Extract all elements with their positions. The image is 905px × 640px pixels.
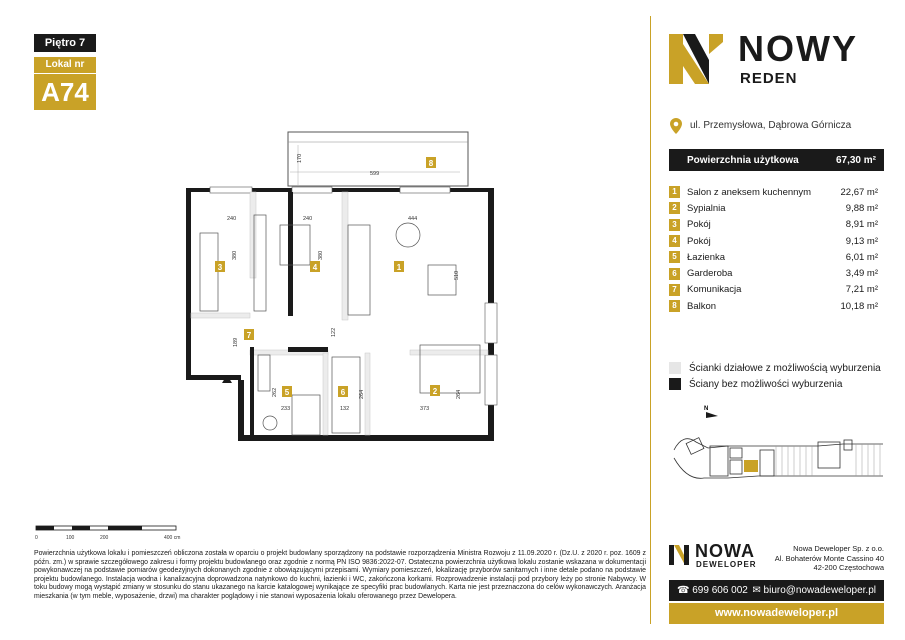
room-row: [669, 200, 884, 216]
site-plan-unit-highlight: [744, 460, 758, 472]
email-icon: ✉: [752, 585, 761, 596]
room-area: 22,67 m²: [840, 186, 878, 198]
scale-bar: [34, 520, 184, 542]
legend-demolishable: [669, 362, 881, 374]
room-area: 10,18 m²: [840, 300, 878, 312]
room-name: Salon z aneksem kuchennym: [687, 186, 812, 198]
room-area: 9,88 m²: [845, 202, 878, 214]
dim-label: 262: [272, 387, 278, 397]
room-tag: 5: [284, 388, 290, 397]
room-area: 7,21 m²: [845, 284, 878, 296]
room-row: [669, 184, 884, 200]
room-tag: 3: [217, 263, 223, 272]
dim-label: 132: [340, 406, 350, 412]
scale-tick: 0: [35, 535, 38, 541]
nowa-sub: DEWELOPER: [696, 560, 757, 569]
nowy-reden-logo-icon: [669, 34, 723, 84]
disclaimer-text: Powierzchnia użytkowa lokalu i pomieszczeń obliczona została w oparciu o projekt budowlany sporządzony na podstawie rozporządzenia Ministra Rozwoju z 11.09.2020 r. (Dz.U. z 2020 r. poz. 1609 z późn. zm.) w sprawie szczegółowego zakresu i formy projektu budowlanego oraz zgodnie z normą PN ISO 9836:2022-07. Ostateczna powierzchnia użytkowa lokalu zostanie wskazana w dokumentacji powykonawczej na podstawie pomiarów geodezyjnych dokonanych zgodnie z obowiązującymi przepisami. Wymiary pomieszczeń, lokalizację przyborów sanitarnych i inne detale podano na podstawie projektu budowlanego. Instalacja wodna i kanalizacyjna doprowadzona natynkowo do kuchni, łazienki i WC, zakończona korkami. Rozprowadzenie instalacji pod przybory leży po stronie Nabywcy. W toku budowy mogą wystąpić zmiany w stosunku do stanu ukazanego na karcie katalogowej wynikające ze specyfiki prac budowlanych. Karta nie jest przeznaczona do celów wykonawczych. Aranżacja mieszkania (w tym meble, wyposażenie, drzwi) ma charakter poglądowy i nie stanowi wyposażenia lokalu oferowanego przez Dewelopera.: [34, 550, 646, 600]
room-number: 6: [669, 268, 680, 280]
room-name: Balkon: [687, 300, 717, 312]
room-tag: 8: [428, 159, 434, 168]
scale-tick: 100: [66, 535, 75, 541]
room-row: [669, 282, 884, 298]
room-name: Garderoba: [687, 268, 733, 280]
nowa-name: NOWA: [695, 541, 755, 561]
room-row: [669, 265, 884, 281]
legend-label: Ścianki działowe z możliwością wyburzenia: [689, 362, 881, 374]
scale-tick: 200: [100, 535, 109, 541]
brand-sub: REDEN: [740, 70, 798, 87]
north-arrow: [704, 406, 718, 418]
room-name: Pokój: [687, 235, 711, 247]
dim-label: 122: [331, 327, 337, 337]
dim-label: 240: [227, 216, 237, 222]
dim-label: 510: [454, 270, 460, 280]
north-label: N: [704, 406, 709, 412]
room-number: 4: [669, 235, 680, 247]
room-number: 8: [669, 300, 680, 312]
room-row: [669, 217, 884, 233]
room-name: Łazienka: [687, 251, 726, 263]
dim-label: 233: [281, 406, 291, 412]
address: ul. Przemysłowa, Dąbrowa Górnicza: [690, 120, 852, 131]
room-list: [669, 184, 884, 314]
dim-balcony-width: 599: [370, 171, 380, 177]
website-link[interactable]: www.nowadeweloper.pl: [669, 603, 884, 624]
room-tag: 2: [432, 387, 438, 396]
unit-number: A74: [34, 74, 96, 110]
room-area: 3,49 m²: [845, 268, 878, 280]
dim-label: 240: [303, 216, 313, 222]
room-tag: 4: [312, 263, 318, 272]
room-number: 7: [669, 284, 680, 296]
company-line: 42-200 Częstochowa: [813, 563, 884, 572]
legend-structural: [669, 378, 842, 390]
room-name: Pokój: [687, 219, 711, 231]
unit-label: Lokal nr: [34, 57, 96, 73]
dim-label: 373: [420, 406, 430, 412]
legend-swatch-dark: [669, 378, 681, 390]
room-name: Komunikacja: [687, 284, 742, 296]
phone-number: 699 606 002: [692, 585, 748, 596]
room-row: [669, 298, 884, 314]
area-header-label: Powierzchnia użytkowa: [687, 154, 799, 166]
dim-label: 444: [408, 216, 418, 222]
legend-label: Ściany bez możliwości wyburzenia: [689, 378, 843, 390]
area-header: [669, 149, 884, 171]
email-address: biuro@nowadeweloper.pl: [763, 585, 876, 596]
dim-label: 264: [456, 389, 462, 399]
nowa-deweloper-logo-icon: [669, 545, 689, 565]
floor-badge: Piętro 7: [34, 34, 96, 52]
phone-contact[interactable]: [677, 585, 748, 596]
room-number: 2: [669, 202, 680, 214]
floor-plan: [180, 125, 510, 445]
dim-label: 189: [233, 337, 239, 347]
room-number: 1: [669, 186, 680, 198]
dim-label: 380: [232, 250, 238, 260]
room-number: 3: [669, 219, 680, 231]
dim-label: 380: [318, 250, 324, 260]
scale-tick: 400 cm: [164, 535, 181, 541]
room-area: 8,91 m²: [845, 219, 878, 231]
email-contact[interactable]: [752, 585, 876, 596]
room-area: 6,01 m²: [845, 251, 878, 263]
phone-icon: ☎: [677, 585, 690, 596]
company-address: [760, 544, 884, 573]
room-tag: 1: [396, 263, 402, 272]
balcony-outline: [288, 132, 468, 186]
company-line: Nowa Deweloper Sp. z o.o.: [793, 544, 884, 553]
company-line: Al. Bohaterów Monte Cassino 40: [774, 553, 884, 563]
dim-balcony-depth: 170: [297, 153, 303, 163]
site-plan-map: [668, 402, 888, 498]
area-header-value: 67,30 m²: [835, 154, 876, 166]
room-row: [669, 233, 884, 249]
room-tag: 6: [340, 388, 346, 397]
gold-divider: [650, 16, 651, 624]
room-row: [669, 249, 884, 265]
room-number: 5: [669, 251, 680, 263]
room-name: Sypialnia: [687, 202, 726, 214]
legend-swatch-light: [669, 362, 681, 374]
contact-bar: [669, 580, 884, 601]
brand-name: NOWY: [738, 28, 858, 69]
room-tag: 7: [246, 331, 252, 340]
room-area: 9,13 m²: [845, 235, 878, 247]
map-pin-icon: [670, 118, 682, 134]
dim-label: 264: [359, 389, 365, 399]
